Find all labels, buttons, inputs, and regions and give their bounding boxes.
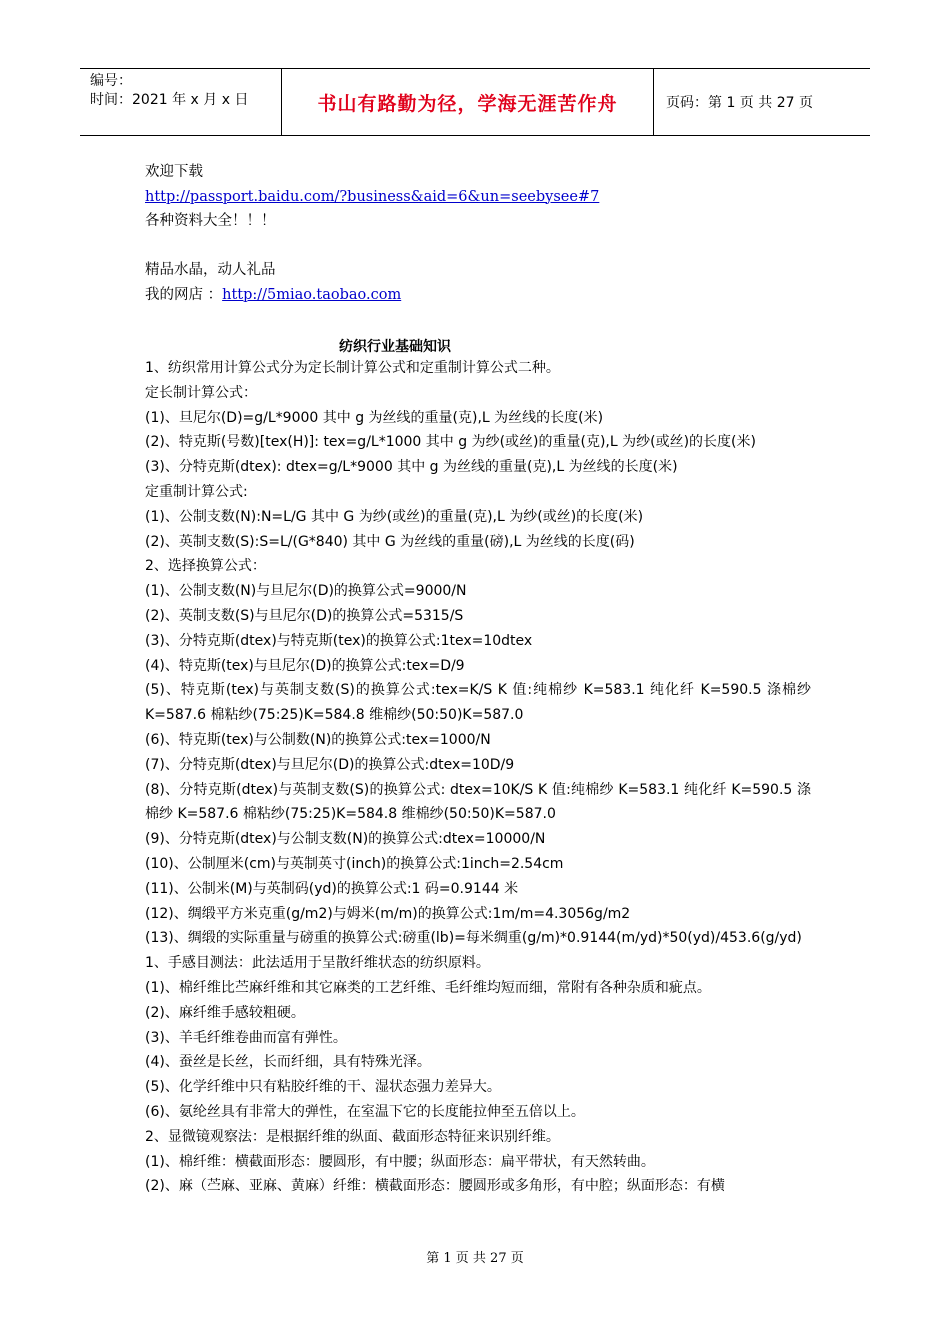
footer-page-label: 第 1 页 共 27 页 [426,1251,524,1266]
body-line: 定重制计算公式: [145,483,248,500]
body-line: (5)、特克斯(tex)与英制支数(S)的换算公式:tex=K/S K 值:纯棉纱 K=583.1 纯化纤 K=590.5 涤棉纱 K=587.6 棉粘纱(75:25)K=584.8 维棉纱(50:50)K=587.0 [145,682,811,724]
body-line: (9)、分特克斯(dtex)与公制支数(N)的换算公式:dtex=10000/N [145,831,546,848]
header-meta-cell [80,69,282,135]
body-line: (3)、分特克斯(dtex)与特克斯(tex)的换算公式:1tex=10dtex [145,632,533,649]
body-line: (12)、绸缎平方米克重(g/m2)与姆米(m/m)的换算公式:1m/m=4.3056g/m2 [145,905,631,922]
body-line: (1)、旦尼尔(D)=g/L*9000 其中 g 为丝线的重量(克),L 为丝线的长度(米) [145,409,604,426]
materials-text: 各种资料大全！！！ [145,213,276,229]
body-line: (11)、公制米(M)与英制码(yd)的换算公式:1 码=0.9144 米 [145,880,519,897]
baidu-link[interactable]: http://passport.baidu.com/?business&aid=6&un=seebysee#7 [145,188,600,205]
body-line: (6)、特克斯(tex)与公制数(N)的换算公式:tex=1000/N [145,731,491,748]
body-line: (13)、绸缎的实际重量与磅重的换算公式:磅重(lb)=每米绸重(g/m)*0.9144(m/yd)*50(yd)/453.6(g/yd) [145,930,802,947]
body-line: (4)、蚕丝是长丝，长而纤细，具有特殊光泽。 [145,1054,431,1071]
date-line: 时间：2021 年 x 月 x 日 [90,92,249,108]
body-line: (2)、英制支数(S)与旦尼尔(D)的换算公式=5315/S [145,607,464,624]
header-table [80,68,870,136]
body-line: (3)、分特克斯(dtex): dtex=g/L*9000 其中 g 为丝线的重量(克),L 为丝线的长度(米) [145,459,678,476]
shop-link[interactable]: http://5miao.taobao.com [222,286,402,303]
body-line: (6)、氨纶丝具有非常大的弹性，在室温下它的长度能拉伸至五倍以上。 [145,1103,585,1120]
body-line: (2)、麻纤维手感较粗硬。 [145,1004,305,1021]
body-line: 1、手感目测法：此法适用于呈散纤维状态的纺织原料。 [145,955,490,972]
body-line: (5)、化学纤维中只有粘胶纤维的干、湿状态强力差异大。 [145,1079,501,1096]
body-line: (1)、公制支数(N)与旦尼尔(D)的换算公式=9000/N [145,583,467,600]
number-label: 编号： [90,73,132,89]
body-line: (1)、棉纤维比苎麻纤维和其它麻类的工艺纤维、毛纤维均短而细，常附有各种杂质和疵点。 [145,979,711,996]
body-line: (2)、特克斯(号数)[tex(H)]: tex=g/L*1000 其中 g 为纱(或丝)的重量(克),L 为纱(或丝)的长度(米) [145,434,756,451]
body-line: 2、选择换算公式： [145,558,266,575]
body-line: (7)、分特克斯(dtex)与旦尼尔(D)的换算公式:dtex=10D/9 [145,756,515,773]
body-line: (10)、公制厘米(cm)与英制英寸(inch)的换算公式:1inch=2.54cm [145,855,564,872]
shop-label: 我的网店 ： [145,286,223,303]
shop-line [145,283,599,308]
body-line: (8)、分特克斯(dtex)与英制支数(S)的换算公式: dtex=10K/S K 值:纯棉纱 K=583.1 纯化纤 K=590.5 涤棉纱 K=587.6 棉粘纱(75:25)K=584.8 维棉纱(50:50)K=587.0 [145,781,811,823]
body-line: (3)、羊毛纤维卷曲而富有弹性。 [145,1029,347,1046]
body-line: 1、纺织常用计算公式分为定长制计算公式和定重制计算公式二种。 [145,360,560,376]
welcome-text: 欢迎下载 [145,164,203,180]
body-text [145,356,811,1199]
body-line: (4)、特克斯(tex)与旦尼尔(D)的换算公式:tex=D/9 [145,657,465,674]
motto-text: 书山有路勤为径，学海无涯苦作舟 [317,92,618,115]
page-footer [0,1247,950,1266]
header-motto-cell [282,69,654,135]
body-line: (2)、英制支数(S):S=L/(G*840) 其中 G 为丝线的重量(磅),L 为丝线的长度(码) [145,533,635,550]
crystal-text: 精品水晶，动人礼品 [145,262,276,278]
intro-block [145,160,599,307]
body-line: (1)、棉纤维：横截面形态：腰圆形，有中腰；纵面形态：扁平带状，有天然转曲。 [145,1153,655,1170]
body-line: 定长制计算公式： [145,384,257,401]
header-page-cell [654,69,870,135]
page-info: 页码：第 1 页 共 27 页 [666,95,813,111]
body-line: (2)、麻（苎麻、亚麻、黄麻）纤维：横截面形态：腰圆形或多角形，有中腔；纵面形态：有横 [145,1178,725,1195]
body-line: (1)、公制支数(N):N=L/G 其中 G 为纱(或丝)的重量(克),L 为纱(或丝)的长度(米) [145,508,644,525]
document-title: 纺织行业基础知识 [339,339,451,355]
body-line: 2、显微镜观察法：是根据纤维的纵面、截面形态特征来识别纤维。 [145,1128,560,1145]
